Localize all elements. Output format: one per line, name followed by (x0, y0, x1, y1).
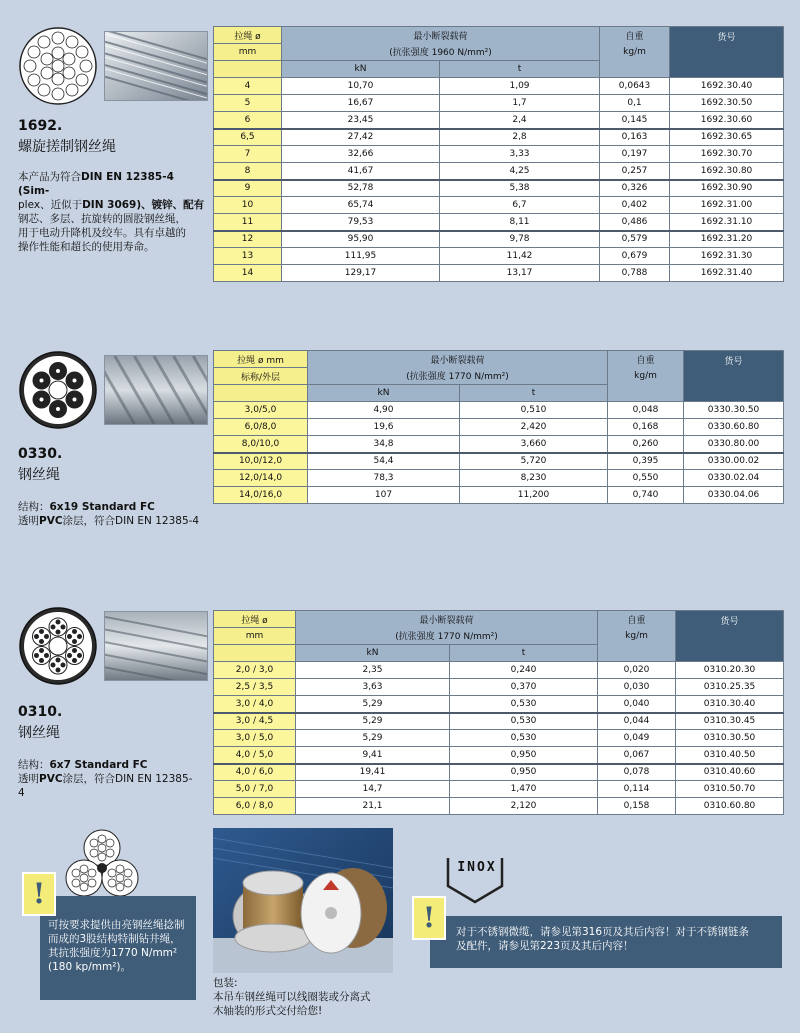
drilling-rope-note (40, 896, 196, 1000)
header-load: 最小断裂载荷 (308, 351, 608, 368)
cell-load-t: 2,8 (440, 129, 600, 146)
cell-article: 0310.25.35 (676, 679, 784, 696)
cell-weight: 0,049 (598, 730, 676, 747)
cell-load-kn: 78,3 (308, 470, 460, 487)
cell-article: 0330.00.02 (684, 453, 784, 470)
cell-weight: 0,044 (598, 713, 676, 730)
cell-load-kn: 5,29 (296, 713, 450, 730)
table-row (214, 747, 784, 764)
rope-cross-section-icon (18, 350, 98, 430)
cell-load-t: 0,950 (450, 764, 598, 781)
cell-article: 0310.40.60 (676, 764, 784, 781)
table-row (214, 713, 784, 730)
cell-load-t: 0,510 (460, 402, 608, 419)
cell-article: 0310.40.50 (676, 747, 784, 764)
header-kn: kN (308, 385, 460, 402)
cell-load-kn: 52,78 (282, 180, 440, 197)
header-blank (214, 645, 296, 662)
header-diameter-sub: 标称/外层 (214, 368, 308, 385)
cell-weight: 0,168 (608, 419, 684, 436)
warning-icon: ! (412, 896, 446, 940)
cell-load-kn: 54,4 (308, 453, 460, 470)
cell-weight: 0,020 (598, 662, 676, 679)
cell-diameter: 12 (214, 231, 282, 248)
header-diameter: 拉绳 ø (214, 27, 282, 44)
cell-diameter: 2,5 / 3,5 (214, 679, 296, 696)
cell-load-t: 0,240 (450, 662, 598, 679)
table-row (214, 798, 784, 815)
header-t: t (440, 61, 600, 78)
cell-load-t: 11,200 (460, 487, 608, 504)
header-weight-blank (608, 385, 684, 402)
cell-load-t: 1,09 (440, 78, 600, 95)
cell-diameter: 2,0 / 3,0 (214, 662, 296, 679)
cell-load-kn: 5,29 (296, 696, 450, 713)
cell-diameter: 8 (214, 163, 282, 180)
cell-diameter: 5,0 / 7,0 (214, 781, 296, 798)
note-line: (180 kp/mm²)。 (48, 961, 132, 973)
packaging-line: 木轴装的形式交付给您! (213, 1005, 323, 1017)
rope-cross-section-icon (18, 26, 98, 106)
header-load-strength: (抗张强度 1770 N/mm²) (296, 628, 598, 645)
cell-diameter: 12,0/14,0 (214, 470, 308, 487)
cell-load-kn: 32,66 (282, 146, 440, 163)
header-article: 货号 (676, 611, 784, 662)
cell-load-t: 2,4 (440, 112, 600, 129)
header-blank (214, 385, 308, 402)
cell-load-t: 0,370 (450, 679, 598, 696)
cell-diameter: 14 (214, 265, 282, 282)
cell-load-t: 1,7 (440, 95, 600, 112)
cell-diameter: 3,0 / 5,0 (214, 730, 296, 747)
cell-load-t: 5,720 (460, 453, 608, 470)
cell-weight: 0,197 (600, 146, 670, 163)
cell-article: 0310.30.45 (676, 713, 784, 730)
cell-load-kn: 16,67 (282, 95, 440, 112)
cell-load-t: 0,950 (450, 747, 598, 764)
table-row (214, 163, 784, 180)
cell-article: 1692.31.40 (670, 265, 784, 282)
cell-article: 1692.31.10 (670, 214, 784, 231)
cell-article: 0310.20.30 (676, 662, 784, 679)
packaging-caption (213, 976, 371, 1018)
table-row (214, 248, 784, 265)
cell-article: 1692.30.65 (670, 129, 784, 146)
cell-weight: 0,0643 (600, 78, 670, 95)
cell-weight: 0,260 (608, 436, 684, 453)
table-row (214, 662, 784, 679)
cell-load-t: 2,120 (450, 798, 598, 815)
cell-article: 1692.30.70 (670, 146, 784, 163)
header-load-strength: (抗张强度 1960 N/mm²) (282, 44, 600, 61)
cell-load-t: 1,470 (450, 781, 598, 798)
cell-diameter: 9 (214, 180, 282, 197)
product-description: 结构：6x19 Standard FC 透明PVC涂层，符合DIN EN 12385-4 (18, 501, 200, 527)
cell-weight: 0,067 (598, 747, 676, 764)
table-body (214, 662, 784, 815)
inox-logo-text: INOX (457, 860, 497, 875)
cell-load-kn: 34,8 (308, 436, 460, 453)
cell-article: 0310.30.40 (676, 696, 784, 713)
cell-load-t: 2,420 (460, 419, 608, 436)
cell-load-kn: 19,41 (296, 764, 450, 781)
product-info-0310 (18, 606, 208, 800)
table-row (214, 402, 784, 419)
header-weight-unit: kg/m (598, 628, 676, 645)
cell-load-kn: 129,17 (282, 265, 440, 282)
product-description: 本产品为符合DIN EN 12385-4 (Sim- plex、近似于DIN 3069)、镀锌、配有 钢芯、多层、抗旋转的圆股钢丝绳， 用于电动升降机及绞车。具有卓越的 操作性能和超长的使用寿命。 (18, 171, 205, 253)
cell-article: 0330.80.00 (684, 436, 784, 453)
header-load: 最小断裂载荷 (282, 27, 600, 44)
table-row (214, 95, 784, 112)
header-diameter-unit: mm (214, 44, 282, 61)
cell-article: 0330.02.04 (684, 470, 784, 487)
cell-article: 0330.60.80 (684, 419, 784, 436)
cell-weight: 0,048 (608, 402, 684, 419)
table-body (214, 78, 784, 282)
cell-weight: 0,395 (608, 453, 684, 470)
cell-load-kn: 41,67 (282, 163, 440, 180)
header-weight: 自重 (598, 611, 676, 628)
packaging-title: 包装: (213, 977, 238, 989)
cell-load-kn: 5,29 (296, 730, 450, 747)
header-blank (214, 61, 282, 78)
note-line: 对于不锈钢微缆，请参见第316页及其后内容！对于不锈钢链条 (456, 926, 750, 938)
cell-weight: 0,145 (600, 112, 670, 129)
cell-load-kn: 27,42 (282, 129, 440, 146)
cell-diameter: 10 (214, 197, 282, 214)
note-line: 及配件，请参见第223页及其后内容！ (456, 940, 634, 952)
cell-load-t: 3,660 (460, 436, 608, 453)
cell-article: 1692.30.90 (670, 180, 784, 197)
cell-weight: 0,163 (600, 129, 670, 146)
note-line: 可按要求提供由亮钢丝绳捻制 (48, 919, 185, 931)
cell-diameter: 11 (214, 214, 282, 231)
header-weight-blank (600, 61, 670, 78)
stainless-note (430, 916, 782, 968)
cell-load-t: 9,78 (440, 231, 600, 248)
cell-weight: 0,740 (608, 487, 684, 504)
header-kn: kN (282, 61, 440, 78)
cell-load-kn: 79,53 (282, 214, 440, 231)
cell-article: 1692.30.80 (670, 163, 784, 180)
cell-load-kn: 2,35 (296, 662, 450, 679)
cell-diameter: 3,0 / 4,5 (214, 713, 296, 730)
header-kn: kN (296, 645, 450, 662)
product-code: 1692. (18, 118, 63, 134)
spec-table-1692 (213, 26, 784, 282)
product-name: 螺旋搓制钢丝绳 (18, 139, 116, 155)
cell-weight: 0,788 (600, 265, 670, 282)
cell-weight: 0,040 (598, 696, 676, 713)
cell-load-kn: 14,7 (296, 781, 450, 798)
table-row (214, 265, 784, 282)
table-row (214, 453, 784, 470)
cell-diameter: 13 (214, 248, 282, 265)
product-name: 钢丝绳 (18, 725, 60, 741)
cell-load-kn: 3,63 (296, 679, 450, 696)
cell-weight: 0,1 (600, 95, 670, 112)
warning-icon: ! (22, 872, 56, 916)
rope-photo (104, 31, 208, 101)
cell-load-kn: 10,70 (282, 78, 440, 95)
cell-article: 0310.50.70 (676, 781, 784, 798)
cell-load-kn: 95,90 (282, 231, 440, 248)
cell-weight: 0,158 (598, 798, 676, 815)
table-row (214, 112, 784, 129)
cell-article: 0310.30.50 (676, 730, 784, 747)
three-strand-rope-icon (64, 828, 140, 898)
cell-diameter: 14,0/16,0 (214, 487, 308, 504)
header-weight-unit: kg/m (608, 368, 684, 385)
table-row (214, 78, 784, 95)
cell-load-t: 0,530 (450, 713, 598, 730)
cell-load-t: 5,38 (440, 180, 600, 197)
note-line: 其抗张强度为1770 N/mm² (48, 947, 178, 959)
table-row (214, 180, 784, 197)
header-diameter-unit: mm (214, 628, 296, 645)
cell-weight: 0,402 (600, 197, 670, 214)
header-t: t (460, 385, 608, 402)
cell-load-kn: 19,6 (308, 419, 460, 436)
cell-weight: 0,114 (598, 781, 676, 798)
table-row (214, 419, 784, 436)
cell-article: 1692.30.60 (670, 112, 784, 129)
table-row (214, 470, 784, 487)
header-article: 货号 (670, 27, 784, 78)
header-weight: 自重 (608, 351, 684, 368)
table-row (214, 764, 784, 781)
product-name: 钢丝绳 (18, 467, 60, 483)
cell-weight: 0,486 (600, 214, 670, 231)
cell-diameter: 4 (214, 78, 282, 95)
header-load: 最小断裂载荷 (296, 611, 598, 628)
cell-weight: 0,679 (600, 248, 670, 265)
header-diameter: 拉绳 ø (214, 611, 296, 628)
rope-spools-photo (213, 828, 393, 973)
table-body (214, 402, 784, 504)
cell-load-t: 3,33 (440, 146, 600, 163)
cell-diameter: 6,5 (214, 129, 282, 146)
rope-photo (104, 355, 208, 425)
cell-article: 1692.30.40 (670, 78, 784, 95)
cell-diameter: 7 (214, 146, 282, 163)
cell-weight: 0,579 (600, 231, 670, 248)
header-weight: 自重 (600, 27, 670, 44)
table-row (214, 696, 784, 713)
cell-load-t: 6,7 (440, 197, 600, 214)
spec-table-0310 (213, 610, 784, 815)
header-weight-unit: kg/m (600, 44, 670, 61)
note-line: 而成的3股结构特制钻井绳， (48, 933, 181, 945)
spec-table-0330 (213, 350, 784, 504)
cell-article: 1692.31.30 (670, 248, 784, 265)
cell-load-kn: 65,74 (282, 197, 440, 214)
cell-diameter: 6,0 / 8,0 (214, 798, 296, 815)
rope-cross-section-icon (18, 606, 98, 686)
header-t: t (450, 645, 598, 662)
cell-weight: 0,257 (600, 163, 670, 180)
product-code: 0310. (18, 704, 63, 720)
cell-article: 1692.30.50 (670, 95, 784, 112)
cell-load-t: 8,230 (460, 470, 608, 487)
cell-weight: 0,030 (598, 679, 676, 696)
header-weight-blank (598, 645, 676, 662)
packaging-line: 本吊车钢丝绳可以线圈装或分离式 (213, 991, 371, 1003)
cell-load-t: 13,17 (440, 265, 600, 282)
product-description: 结构：6x7 Standard FC 透明PVC涂层，符合DIN EN 12385- 4 (18, 759, 193, 799)
cell-weight: 0,326 (600, 180, 670, 197)
table-row (214, 487, 784, 504)
header-article: 货号 (684, 351, 784, 402)
table-row (214, 146, 784, 163)
cell-load-t: 8,11 (440, 214, 600, 231)
header-diameter: 拉绳 ø mm (214, 351, 308, 368)
cell-load-kn: 4,90 (308, 402, 460, 419)
cell-diameter: 6,0/8,0 (214, 419, 308, 436)
header-load-strength: (抗张强度 1770 N/mm²) (308, 368, 608, 385)
table-row (214, 231, 784, 248)
cell-diameter: 4,0 / 6,0 (214, 764, 296, 781)
cell-weight: 0,550 (608, 470, 684, 487)
product-info-1692 (18, 26, 208, 254)
cell-weight: 0,078 (598, 764, 676, 781)
table-row (214, 679, 784, 696)
cell-load-kn: 9,41 (296, 747, 450, 764)
cell-diameter: 3,0 / 4,0 (214, 696, 296, 713)
cell-load-t: 11,42 (440, 248, 600, 265)
cell-article: 1692.31.00 (670, 197, 784, 214)
table-row (214, 781, 784, 798)
cell-diameter: 4,0 / 5,0 (214, 747, 296, 764)
cell-diameter: 3,0/5,0 (214, 402, 308, 419)
table-row (214, 214, 784, 231)
table-row (214, 436, 784, 453)
cell-article: 0330.04.06 (684, 487, 784, 504)
cell-load-t: 0,530 (450, 730, 598, 747)
cell-article: 0310.60.80 (676, 798, 784, 815)
cell-load-t: 4,25 (440, 163, 600, 180)
product-info-0330 (18, 350, 208, 528)
cell-diameter: 6 (214, 112, 282, 129)
cell-load-kn: 107 (308, 487, 460, 504)
cell-load-t: 0,530 (450, 696, 598, 713)
cell-load-kn: 111,95 (282, 248, 440, 265)
cell-load-kn: 23,45 (282, 112, 440, 129)
cell-diameter: 8,0/10,0 (214, 436, 308, 453)
table-row (214, 197, 784, 214)
cell-article: 1692.31.20 (670, 231, 784, 248)
cell-article: 0330.30.50 (684, 402, 784, 419)
rope-photo (104, 611, 208, 681)
table-row (214, 730, 784, 747)
cell-load-kn: 21,1 (296, 798, 450, 815)
product-code: 0330. (18, 446, 63, 462)
cell-diameter: 10,0/12,0 (214, 453, 308, 470)
cell-diameter: 5 (214, 95, 282, 112)
table-row (214, 129, 784, 146)
